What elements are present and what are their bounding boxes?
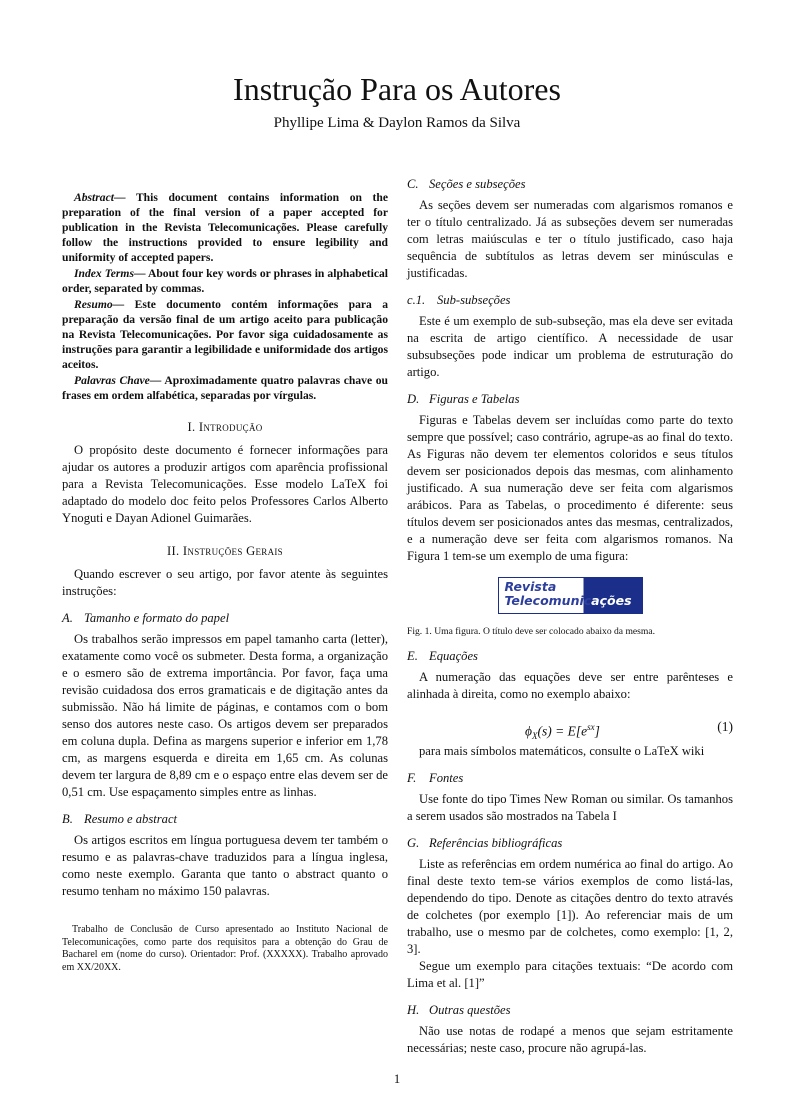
paragraph: Liste as referências em ordem numérica ao final do artigo. Ao final deste texto tem-se vários exemplos de como listá-las, dependendo do tipo. Denote as citações dentro do texto através de colchetes (por exemplo [1]). Ao referenciar mais de um trabalho, use o mesmo par de colchetes, como exemplo: [1, 2, 3]. [407,857,733,956]
subsection-title: Seções e subseções [429,177,526,191]
paragraph: O propósito deste documento é fornecer informações para ajudar os autores a produzir artigos com aparência profissional para a Revista Telecomunicações. Esse modelo LaTeX foi adaptado do modelo doc feito pelos Professores Carlos Alberto Ynoguti e Dayan Adionel Guimarães. [62,443,388,525]
palavras-chave [62,373,388,403]
subsection-heading [407,1002,733,1019]
paper-title: Instrução Para os Autores [233,71,561,107]
subsection-title: Fontes [429,771,464,785]
abstract-label: Abstract— [74,191,126,204]
subsection-number: G. [407,836,420,850]
resumo-label: Resumo— [74,298,125,311]
abstract-block [62,190,388,403]
paragraph: Não use notas de rodapé a menos que sejam estritamente necessárias; neste caso, procure não agrupá-las. [407,1024,733,1055]
paragraph: Figuras e Tabelas devem ser incluídas como parte do texto sempre que possível; caso contrário, agrupe-as ao final do texto. As Figuras não devem ter elementos coloridos e seus títulos devem ser posicionados depois das mesmas, com alinhamento justificado. A sua numeração deve ser feita com algarismos arábicos. Para as Tabelas, o procedimento é diferente: seus títulos devem ser posicionados antes das mesmas, centralizados, e a numeração deve ser feita com algarismos romanos. Na Figura 1 tem-se um exemplo de uma figura: [407,413,733,563]
index-terms [62,266,388,296]
paragraph: Use fonte do tipo Times New Roman ou similar. Os tamanhos a serem usados são mostrados na Tabela I [407,792,733,823]
subsection-title: Figuras e Tabelas [429,392,520,406]
subsection-number: C. [407,177,419,191]
paragraph: Este é um exemplo de sub-subseção, mas ela deve ser evitada na escrita de artigo científico. A necessidade de usar subsubseções pode indicar um problema de estruturação do artigo. [407,314,733,379]
subsection-heading [62,610,388,627]
logo-line-2-blue-part: Telecomunic [504,593,592,608]
subsection-heading [407,391,733,408]
paragraph: para mais símbolos matemáticos, consulte o LaTeX wiki [419,744,705,758]
subsection-number: H. [407,1003,420,1017]
subsection-title: Referências bibliográficas [429,836,563,850]
subsection-number: E. [407,649,418,663]
subsubsection-title: Sub-subseções [437,293,511,307]
subsection-heading [407,835,733,852]
abstract-text: This document contains information on the preparation of the final version of a paper accepted for publication in the Revista Telecomunicações. Please carefully follow the instructions provided to ensure legibility and uniformity of accepted papers. [62,191,388,264]
section-heading: I. Introdução [187,420,263,434]
equation [407,717,733,742]
equation-lhs: ϕ [525,723,532,739]
resumo [62,297,388,372]
subsection-title: Tamanho e formato do papel [84,611,230,625]
paragraph: Segue um exemplo para citações textuais: “De acordo com Lima et al. [1]” [407,959,733,990]
subsection-title: Outras questões [429,1003,511,1017]
left-column [62,176,388,1057]
subsection-heading [407,770,733,787]
equation-number: (1) [717,719,733,734]
index-terms-label: Index Terms— [74,267,146,280]
palavras-chave-label: Palavras Chave— [74,374,162,387]
section-heading: II. Instruções Gerais [167,544,283,558]
logo-line-2-white-part: ações [591,593,632,608]
subsection-number: D. [407,392,420,406]
subsubsection-number: c.1. [407,293,426,307]
subsection-title: Equações [429,649,478,663]
logo-line-1: Revista [504,579,557,594]
equation-subscript: X [532,731,538,742]
subsection-number: F. [407,771,417,785]
equation-superscript: sx [587,722,595,732]
equation-end: ] [594,723,600,739]
subsection-title: Resumo e abstract [84,812,178,826]
equation-middle: (s) = E[e [537,723,588,739]
palavras-chave-text: Aproximadamente quatro palavras chave ou frases em ordem alfabética, separadas por vírgulas. [62,374,389,402]
authors: Phyllipe Lima & Daylon Ramos da Silva [273,115,521,131]
abstract [62,190,388,265]
paragraph: Quando escrever o seu artigo, por favor atente às seguintes instruções: [62,567,388,598]
resumo-text: Este documento contém informações para a preparação da versão final de um artigo aceito para publicação na Revista Telecomunicações. Por favor siga cuidadosamente as instruções para garantir a legibilidade e uniformidade dos artigos aceitos. [62,298,388,371]
logo-line-2 [505,594,642,608]
page-number: 1 [393,1072,401,1086]
subsection-heading [407,176,733,193]
two-column-body [0,176,794,1057]
footnote: Trabalho de Conclusão de Curso apresentado ao Instituto Nacional de Telecomunicações, como parte dos requisitos para a obtenção do Grau de Bacharel em (nome do curso). Orientador: Prof. (XXXXX). Trabalho aprovado em XX/20XX. [62,924,388,973]
right-column [407,176,733,1057]
subsection-heading [62,811,388,828]
subsection-heading [407,648,733,665]
paragraph: Os artigos escritos em língua portuguesa devem ter também o resumo e as palavras-chave traduzidos para a língua inglesa, como neste exemplo. Garanta que tanto o abstract quanto o resumo tenham no máximo 150 palavras. [62,833,388,898]
equation-formula [525,717,600,746]
revista-logo [498,577,643,614]
index-terms-text: About four key words or phrases in alphabetical order, separated by commas. [62,267,388,295]
paragraph: Os trabalhos serão impressos em papel tamanho carta (letter), exatamente como você os submeter. Desta forma, a organização e o esmero são de extrema importância. Por favor, faça uma revisão cuidadosa dos erros gramaticais e de digitação antes da submissão. Não há limite de páginas, e contamos com o bom senso dos autores neste caso. Os artigos devem ser preparados em coluna dupla. Defina as margens superior e inferior em 1,78 cm, as margens esquerda e direita em 1,65 cm. As colunas devem ter largura de 8,89 cm e o espaço entre elas devem ser de 0,51 cm. Use espaçamento simples entre as linhas. [62,632,388,799]
paragraph: As seções devem ser numeradas com algarismos romanos e ter o título centralizado. Já as subseções devem ser numeradas com letras maiúsculas e ter o título justificado, caso haja sequência de subtítulos as letras devem ser minúsculas e justificadas. [407,198,733,280]
figure-caption: Fig. 1. Uma figura. O título deve ser colocado abaixo da mesma. [407,626,656,637]
subsection-number: B. [62,812,73,826]
subsection-number: A. [62,611,73,625]
paragraph: A numeração das equações deve ser entre parênteses e alinhada à direita, como no exemplo abaixo: [407,670,733,701]
subsubsection-heading [407,292,733,309]
